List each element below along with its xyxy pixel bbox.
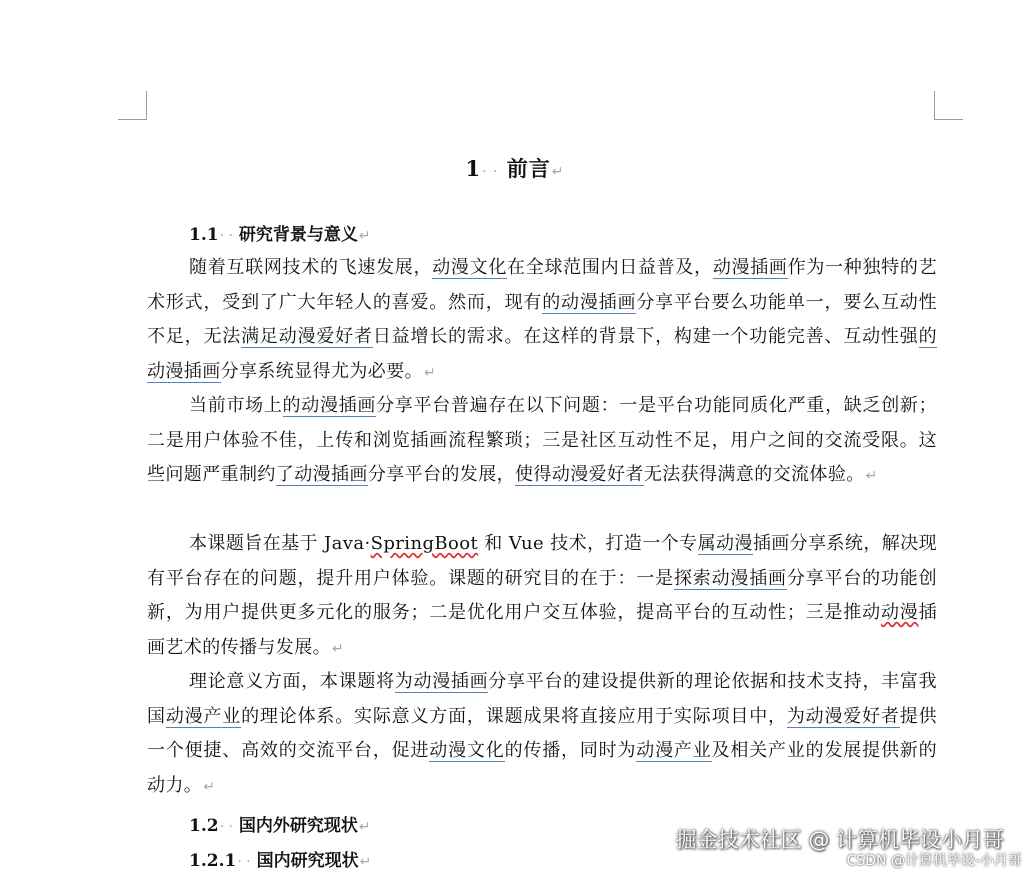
text-run: 在全球范围内日益普及，: [507, 257, 713, 278]
tab-marks: · ·: [219, 228, 233, 244]
underlined-term: 了动漫插画: [275, 464, 368, 486]
spellcheck-term: SpringBoot: [370, 533, 479, 554]
underlined-term: 使得动漫爱好者: [515, 464, 644, 486]
underlined-term: 为动漫爱好者: [786, 705, 900, 727]
text-run: 分享平台的发展，: [367, 464, 516, 486]
text-run: 的传播，同时为: [504, 740, 637, 762]
text-run: 分享平台的建设提供新的理论依据和技术支持，丰富我国: [147, 671, 937, 727]
paragraph-mark: ↵: [424, 364, 437, 381]
text-run: 作为一种独特的艺术形式，受到了广大年轻人的喜爱。然而，现有: [147, 257, 937, 313]
section-number: 1.1: [189, 225, 219, 245]
crop-mark-top-left: [118, 119, 147, 120]
text-run: 提供一个便捷、高效的交流平台，促进: [147, 705, 937, 762]
paragraph-mark: ↵: [358, 819, 371, 835]
underlined-term: 探索动漫插画: [673, 567, 787, 589]
underlined-term: 动漫产业: [165, 705, 242, 727]
paragraph-mark: ↵: [359, 854, 372, 870]
text-run: 及相关产业的发展提供新的动力。: [147, 740, 937, 796]
spellcheck-term: 动漫: [880, 602, 919, 624]
text-run: 分享平台普遍存在以下问题：一是平台功能同质化严重，缺乏创新；二是用户体验不佳，上传和浏览插画流程繁琐；三是社区互动性不足，用户之间的交流受限。这些问题严重制约: [147, 395, 938, 486]
paragraph-significance[interactable]: [147, 665, 937, 804]
text-run: 分享系统显得尤为必要。: [220, 360, 424, 382]
paragraph-mark: ↵: [865, 468, 878, 485]
section-heading-1-1[interactable]: [189, 220, 371, 245]
text-run: 日益增长的需求。在这样的背景下，构建一个功能完善、互动性强: [372, 326, 919, 348]
paragraph-objectives[interactable]: [147, 527, 937, 666]
section-title: 国内外研究现状: [238, 816, 358, 836]
paragraph-mark: ↵: [203, 778, 216, 795]
paragraph-mark: ↵: [358, 228, 371, 244]
underlined-term: 的动漫插画: [147, 326, 937, 382]
chapter-title: 前言: [506, 156, 551, 181]
text-run: 分享平台要么功能单一，要么互动性不足，无法: [147, 291, 937, 348]
section-title: 国内研究现状: [256, 851, 359, 871]
paragraph-problems[interactable]: [147, 389, 937, 494]
section-heading-1-2-1[interactable]: [189, 846, 371, 871]
text-run: 的理论体系。实际意义方面，课题成果将直接应用于实际项目中，: [241, 705, 787, 727]
section-number: 1.2.1: [189, 851, 237, 871]
underlined-term: 动漫插画: [712, 257, 788, 278]
text-run: 插画艺术的传播与发展。: [147, 602, 937, 658]
text-run: 当前市场上: [189, 395, 283, 416]
tab-marks: · ·: [219, 819, 233, 835]
crop-mark-top-right-vertical: [934, 91, 935, 120]
text-run: 无法获得满意的交流体验。: [643, 464, 865, 486]
underlined-term: 为动漫插画: [394, 671, 489, 692]
tab-marks: · ·: [237, 854, 251, 870]
paragraph-mark: ↵: [332, 640, 345, 657]
tab-marks: · ·: [482, 164, 499, 180]
watermark-csdn: CSDN @计算机毕设-小月哥: [846, 853, 1022, 869]
underlined-term: 满足动漫爱好者: [241, 326, 373, 348]
underlined-term: 动漫产业: [636, 740, 712, 762]
watermark-juejin: 掘金技术社区 @ 计算机毕设小月哥: [675, 828, 1004, 852]
section-heading-1-2[interactable]: [189, 811, 371, 836]
text-run: 理论意义方面，本课题将: [189, 671, 395, 692]
underlined-term: 的动漫插画: [282, 395, 377, 416]
underlined-term: 属动漫: [697, 533, 753, 554]
text-run: 随着互联网技术的飞速发展，: [189, 257, 433, 278]
crop-mark-top-left-vertical: [146, 91, 147, 120]
underlined-term: 动漫文化: [429, 740, 505, 762]
underlined-term: 动漫文化: [432, 257, 508, 278]
chapter-number: 1: [465, 156, 482, 181]
crop-mark-top-right: [934, 119, 963, 120]
chapter-heading[interactable]: [0, 153, 1030, 183]
text-run: 分享平台的功能创新，为用户提供更多元化的服务；二是优化用户交互体验，提高平台的互动性；三是推动: [147, 567, 937, 624]
paragraph-background[interactable]: [147, 251, 937, 390]
paragraph-mark: ↵: [551, 164, 565, 180]
text-run: 本课题旨在基于 Java·: [189, 533, 371, 554]
text-run: 插画分享系统，解决现有平台存在的问题，提升用户体验。课题的研究目的在于：一是: [147, 533, 938, 589]
underlined-term: 的动漫插画: [542, 291, 637, 313]
section-number: 1.2: [189, 816, 219, 836]
text-run: 和 Vue 技术，打造一个专: [478, 533, 698, 554]
section-title: 研究背景与意义: [238, 225, 358, 245]
